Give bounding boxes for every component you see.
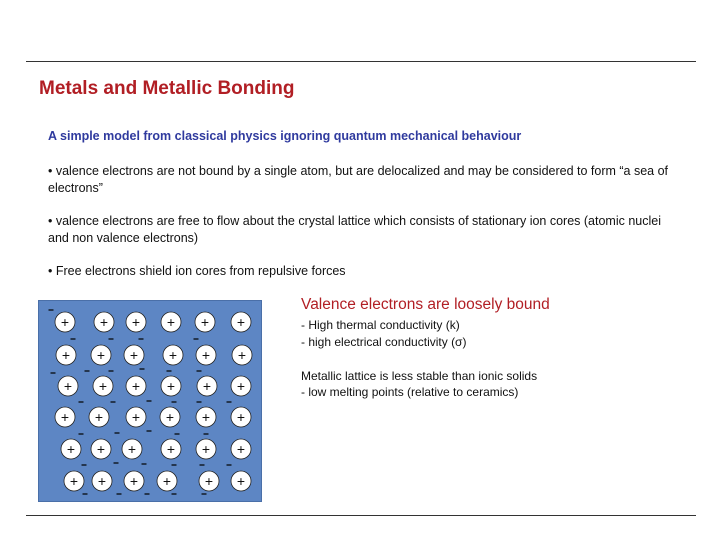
bottom-rule xyxy=(26,515,696,516)
ion-plus-sign: + xyxy=(237,347,247,363)
ion-plus-sign: + xyxy=(94,409,104,425)
ion-plus-sign: + xyxy=(60,314,70,330)
ion-plus-sign: + xyxy=(61,347,71,363)
ion-plus-sign: + xyxy=(129,473,139,489)
ion-plus-sign: + xyxy=(162,473,172,489)
valence-heading: Valence electrons are loosely bound xyxy=(301,296,550,313)
ion-plus-sign: + xyxy=(129,347,139,363)
lattice-stability-note: Metallic lattice is less stable than ionic solids xyxy=(301,369,538,383)
electron-sea-diagram xyxy=(38,300,262,502)
ion-plus-sign: + xyxy=(131,409,141,425)
slide-subtitle: A simple model from classical physics ignoring quantum mechanical behaviour xyxy=(48,129,522,143)
ion-plus-sign: + xyxy=(131,314,141,330)
melting-point-note: - low melting points (relative to ceramics) xyxy=(301,385,519,399)
ion-plus-sign: + xyxy=(168,347,178,363)
ion-plus-sign: + xyxy=(63,378,73,394)
ion-plus-sign: + xyxy=(236,473,246,489)
ion-plus-sign: + xyxy=(201,409,211,425)
slide-title: Metals and Metallic Bonding xyxy=(39,78,295,99)
bullet-free-flow: • valence electrons are free to flow about the crystal lattice which consists of stationary ion cores (atomic nuclei and non valence electrons) xyxy=(48,214,661,245)
ion-plus-sign: + xyxy=(131,378,141,394)
ion-plus-sign: + xyxy=(202,378,212,394)
ion-plus-sign: + xyxy=(97,473,107,489)
ion-plus-sign: + xyxy=(236,378,246,394)
ion-plus-sign: + xyxy=(98,378,108,394)
ion-plus-sign: + xyxy=(166,441,176,457)
top-rule xyxy=(26,61,696,62)
ion-plus-sign: + xyxy=(204,473,214,489)
ion-plus-sign: + xyxy=(66,441,76,457)
ion-plus-sign: + xyxy=(96,347,106,363)
ion-plus-sign: + xyxy=(236,314,246,330)
bullet-delocalized: • valence electrons are not bound by a single atom, but are delocalized and may be considered to form “a sea of electrons” xyxy=(48,164,669,195)
ion-plus-sign: + xyxy=(166,314,176,330)
ion-plus-sign: + xyxy=(236,409,246,425)
ion-plus-sign: + xyxy=(236,441,246,457)
property-electrical: - high electrical conductivity (σ) xyxy=(301,335,467,349)
bullet-shielding: • Free electrons shield ion cores from repulsive forces xyxy=(48,264,346,278)
ion-lattice xyxy=(39,301,261,501)
ion-plus-sign: + xyxy=(69,473,79,489)
ion-plus-sign: + xyxy=(127,441,137,457)
ion-plus-sign: + xyxy=(99,314,109,330)
ion-plus-sign: + xyxy=(165,409,175,425)
ion-plus-sign: + xyxy=(201,441,211,457)
property-thermal: - High thermal conductivity (k) xyxy=(301,318,460,332)
ion-plus-sign: + xyxy=(60,409,70,425)
ion-plus-sign: + xyxy=(200,314,210,330)
ion-plus-sign: + xyxy=(201,347,211,363)
ion-plus-sign: + xyxy=(96,441,106,457)
ion-plus-sign: + xyxy=(166,378,176,394)
